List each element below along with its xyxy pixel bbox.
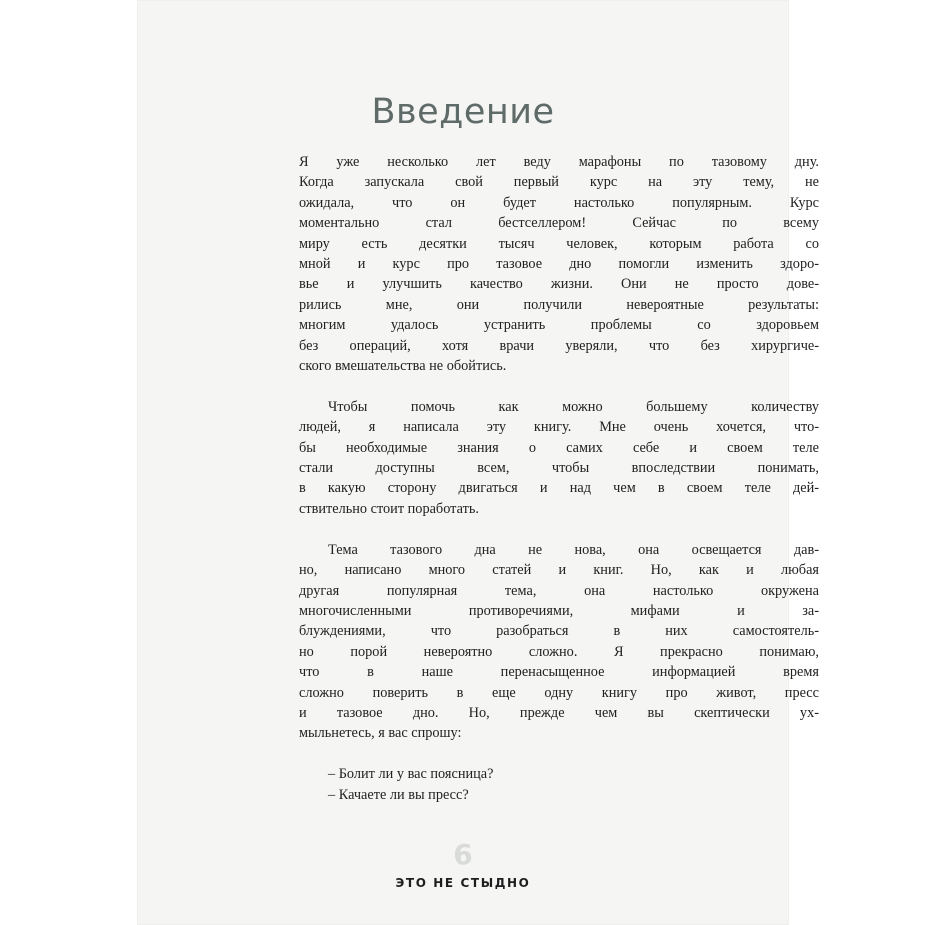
text-line: но порой невероятно сложно. Я прекрасно понимаю, bbox=[299, 643, 819, 660]
text-line: блуждениями, что разобраться в них самостоятель- bbox=[299, 623, 819, 640]
paragraph-gap bbox=[299, 519, 819, 540]
text-line: бы необходимые знания о самих себе и своем теле bbox=[299, 439, 819, 456]
question-line: – Качаете ли вы пресс? bbox=[328, 786, 469, 803]
chapter-title: Введение bbox=[371, 92, 555, 132]
text-line: мыльнетесь, я вас спрошу: bbox=[299, 725, 462, 742]
body-text bbox=[299, 152, 819, 805]
text-line: людей, я написала эту книгу. Мне очень хочется, что- bbox=[299, 419, 819, 436]
text-line: вье и улучшить качество жизни. Они не просто дове- bbox=[299, 276, 819, 293]
text-line: стали доступны всем, чтобы впоследствии понимать, bbox=[299, 460, 819, 477]
page-number: 6 bbox=[453, 838, 473, 871]
text-line: мной и курс про тазовое дно помогли изменить здоро- bbox=[299, 255, 819, 272]
text-line: другая популярная тема, она настолько окружена bbox=[299, 582, 819, 599]
text-line: Чтобы помочь как можно большему количеству bbox=[328, 398, 819, 415]
questions-list bbox=[299, 764, 819, 805]
text-line: моментально стал бестселлером! Сейчас по всему bbox=[299, 215, 819, 232]
question-line: – Болит ли у вас поясница? bbox=[328, 766, 494, 783]
paragraph-1 bbox=[299, 152, 819, 376]
paragraph-2 bbox=[299, 397, 819, 519]
text-line: ского вмешательства не обойтись. bbox=[299, 357, 507, 374]
text-line: многим удалось устранить проблемы со здоровьем bbox=[299, 317, 819, 334]
text-line: Когда запускала свой первый курс на эту тему, не bbox=[299, 174, 819, 191]
text-line: рились мне, они получили невероятные результаты: bbox=[299, 296, 819, 313]
text-line: без операций, хотя врачи уверяли, что без хирургиче- bbox=[299, 337, 819, 354]
text-line: но, написано много статей и книг. Но, как и любая bbox=[299, 562, 819, 579]
text-line: в какую сторону двигаться и над чем в своем теле дей- bbox=[299, 480, 819, 497]
text-line: ожидала, что он будет настолько популярным. Курс bbox=[299, 194, 819, 211]
paragraph-gap bbox=[299, 376, 819, 397]
book-page bbox=[137, 0, 819, 925]
text-line: многочисленными противоречиями, мифами и за- bbox=[299, 603, 819, 619]
text-line: Тема тазового дна не нова, она освещается дав- bbox=[328, 541, 819, 558]
paragraph-gap bbox=[299, 744, 819, 765]
paragraph-3 bbox=[299, 540, 819, 744]
text-line: и тазовое дно. Но, прежде чем вы скептически ух- bbox=[299, 704, 819, 721]
text-line: что в наше перенасыщенное информацией время bbox=[299, 664, 819, 681]
text-line: Я уже несколько лет веду марафоны по тазовому дну. bbox=[299, 154, 819, 170]
running-footer: ЭТО НЕ СТЫДНО bbox=[395, 876, 531, 890]
text-line: миру есть десятки тысяч человек, которым работа со bbox=[299, 235, 819, 252]
text-line: ствительно стоит поработать. bbox=[299, 500, 479, 517]
text-line: сложно поверить в еще одну книгу про живот, пресс bbox=[299, 684, 819, 701]
